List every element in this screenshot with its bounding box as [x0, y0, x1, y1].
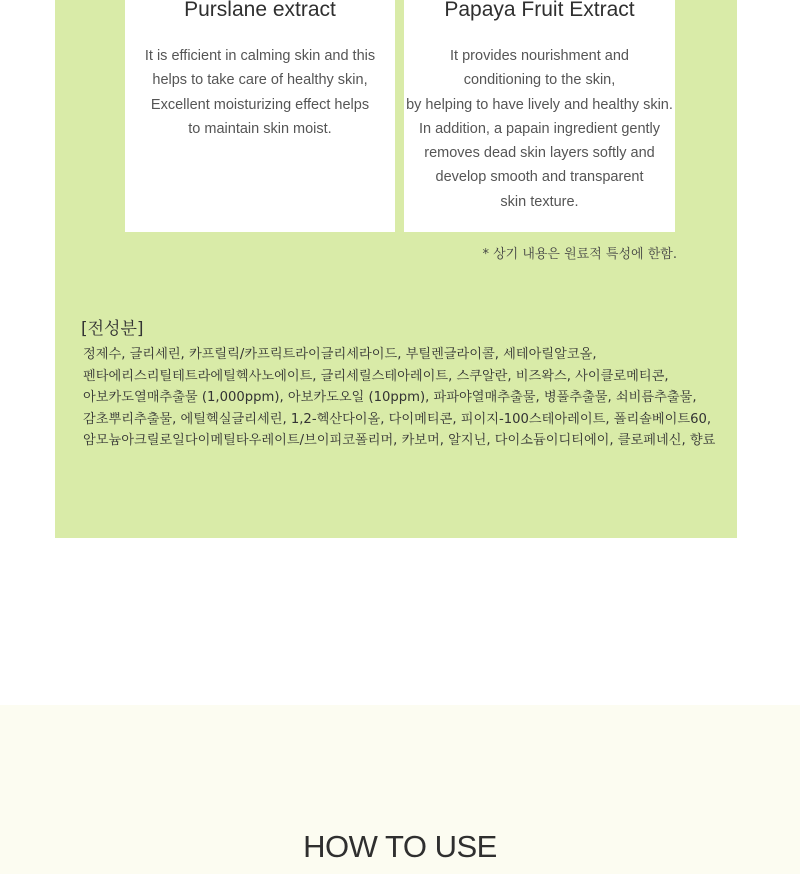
ingredients-list	[83, 344, 733, 452]
purslane-card	[125, 0, 395, 232]
how-to-use-title: HOW TO USE	[303, 829, 497, 864]
card-description: It provides nourishment and conditioning to the skin, by helping to have lively and healthy skin. In addition, a papain ingredient gently removes dead skin layers softly and develop smooth and transparent skin texture.	[406, 48, 673, 210]
card-title: Papaya Fruit Extract	[444, 0, 635, 21]
disclaimer-note: * 상기 내용은 원료적 특성에 한함.	[482, 247, 677, 262]
card-title: Purslane extract	[184, 0, 336, 21]
ingredients-line: 정제수, 글리세린, 카프릴릭/카프릭트라이글리세라이드, 부틸렌글라이콜, 세테아릴알코올,	[83, 347, 597, 362]
ingredients-line: 감초뿌리추출물, 에틸헥실글리세린, 1,2-헥산다이올, 다이메티콘, 피이지-100스테아레이트, 폴리솔베이트60,	[83, 411, 712, 427]
papaya-card	[404, 0, 675, 232]
how-to-use-section	[0, 705, 800, 874]
ingredients-line: 아보카도열매추출물 (1,000ppm), 아보카도오일 (10ppm), 파파야열매추출물, 병풀추출물, 쇠비름추출물,	[83, 390, 697, 405]
card-description: It is efficient in calming skin and this helps to take care of healthy skin, Excellent moisturizing effect helps to maintain skin moist.	[144, 48, 376, 137]
ingredients-line: 암모늄아크릴로일다이메틸타우레이트/브이피코폴리머, 카보머, 알지닌, 다이소듐이디티에이, 클로페네신, 향료	[83, 433, 716, 448]
ingredients-line: 펜타에리스리틸테트라에틸헥사노에이트, 글리세릴스테아레이트, 스쿠알란, 비즈왁스, 사이클로메티콘,	[83, 368, 669, 384]
ingredient-info-panel	[55, 0, 737, 538]
ingredients-heading: [전성분]	[81, 319, 144, 339]
